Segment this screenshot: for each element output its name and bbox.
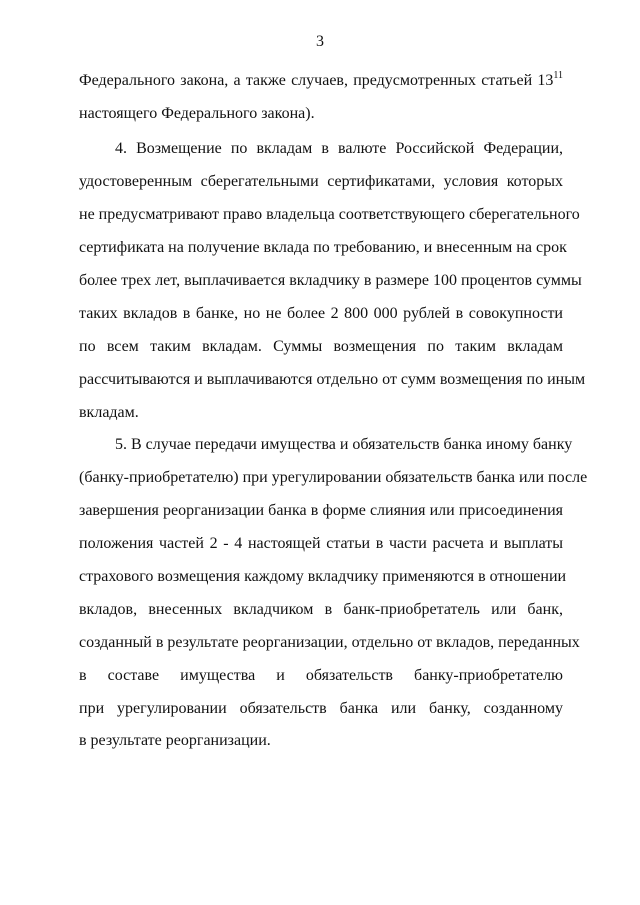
article-superscript: 11 [553,70,563,81]
page-number: 3 [316,33,324,50]
continuation-line-1 [79,71,563,91]
paragraph-5-line: положения частей 2 - 4 настоящей статьи в части расчета и выплаты [79,535,563,552]
paragraph-5-line: вкладов, внесенных вкладчиком в банк-приобретатель или банк, [79,601,563,618]
paragraph-4-line: удостоверенным сберегательными сертификатами, условия которых [79,173,563,190]
continuation-line-2: настоящего Федерального закона). [79,105,315,122]
paragraph-5-line: созданный в результате реорганизации, отдельно от вкладов, переданных [79,634,580,651]
paragraph-5-line: страхового возмещения каждому вкладчику применяются в отношении [79,568,567,585]
paragraph-5-line: при урегулировании обязательств банка или банку, созданному [79,700,563,717]
paragraph-4-line: сертификата на получение вклада по требованию, и внесенным на срок [79,239,567,256]
paragraph-5-line: в результате реорганизации. [79,732,271,749]
paragraph-5-line: 5. В случае передачи имущества и обязательств банка иному банку [115,436,573,453]
paragraph-4-line: более трех лет, выплачивается вкладчику в размере 100 процентов суммы [79,272,582,289]
paragraph-5-line: в составе имущества и обязательств банку-приобретателю [79,667,563,684]
paragraph-4-line: вкладам. [79,404,139,421]
paragraph-4-line: рассчитываются и выплачиваются отдельно от сумм возмещения по иным [79,371,586,388]
paragraph-5-line: завершения реорганизации банка в форме слияния или присоединения [79,502,563,519]
paragraph-4-line: по всем таким вкладам. Суммы возмещения по таким вкладам [79,338,563,355]
paragraph-4-line: не предусматривают право владельца соответствующего сберегательного [79,206,580,223]
paragraph-4-line: 4. Возмещение по вкладам в валюте Российской Федерации, [115,140,563,157]
paragraph-5-line: (банку-приобретателю) при урегулировании обязательств банка или после [79,469,588,486]
paragraph-4-line: таких вкладов в банке, но не более 2 800 000 рублей в совокупности [79,305,563,322]
continuation-line-1-text: Федерального закона, а также случаев, предусмотренных статьей 13 [79,72,554,89]
